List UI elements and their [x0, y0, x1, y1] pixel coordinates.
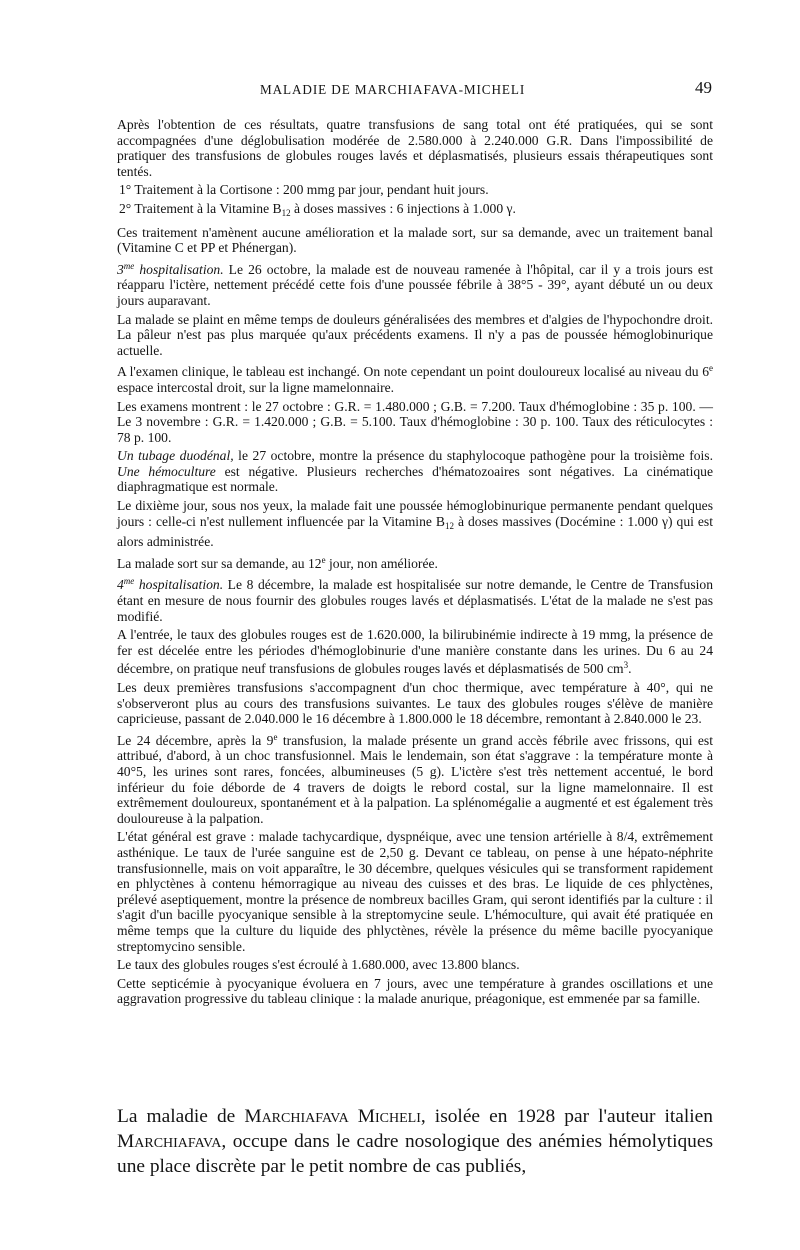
paragraph: Les examens montrent : le 27 octobre : G.R. = 1.480.000 ; G.B. = 7.200. Taux d'hémoglobine : 35 p. 100. — Le 3 novembre : G.R. = 1.420.000 ; G.B. = 5.100. Taux d'hémoglobine : 30 p. 100. Taux des réticulocytes : 78 p. 100.: [117, 398, 713, 445]
paragraph: Cette septicémie à pyocyanique évoluera en 7 jours, avec une température à grandes oscillations et une aggravation progressive du tableau clinique : la malade anurique, préagonique, est emmenée par sa famille.: [117, 975, 713, 1007]
page-number: 49: [695, 78, 712, 97]
author-name: Marchiafava: [117, 1131, 222, 1152]
paragraph: Le 24 décembre, après la 9e transfusion, la malade présente un grand accès fébrile avec frissons, qui est attribué, d'abord, à un choc transfusionnel. Mais le lendemain, son état s'aggrave : la température monte à 40°5, les urines sont rares, foncées, albumineuses (5 g). L'ictère s'est très nettement accentué, le bord inférieur du foie déborde de 4 travers de doigts le rebord costal, sur la ligne mamelonnaire. Il est extrêmement douloureux, spontanément et à la palpation. La splénomégalie a augmenté et est également très douloureuse à la palpation.: [117, 731, 713, 826]
running-title: MALADIE DE MARCHIAFAVA-MICHELI: [260, 82, 526, 97]
paragraph: La malade se plaint en même temps de douleurs généralisées des membres et d'algies de l'hypochondre droit. La pâleur n'est pas plus marquée qu'aux précédents examens. Il n'y a pas de poussée hémoglobinurique actuelle.: [117, 311, 713, 358]
paragraph: Ces traitement n'amènent aucune amélioration et la malade sort, sur sa demande, avec un traitement banal (Vitamine C et PP et Phénergan).: [117, 224, 713, 256]
paragraph: Un tubage duodénal, le 27 octobre, montre la présence du staphylocoque pathogène pour la troisième fois. Une hémoculture est négative. Plusieurs recherches d'hématozoaires sont négatives. La cinématique diaphragmatique est normale.: [117, 448, 713, 495]
section-label: $3^{me}$ hospitalisation.: [117, 260, 224, 277]
treatment-item: 2° Traitement à la Vitamine $B_{12}$ à doses massives : 6 injections à 1.000 γ.: [119, 200, 516, 218]
page-header: [118, 80, 712, 102]
paragraph: $3^{me}$ hospitalisation. Le 26 octobre, la malade est de nouveau ramenée à l'hôpital, car il y a trois jours est réapparu l'ictère, nettement précédé cette fois d'une poussée fébrile à 38°5 - 39°, ayant débuté un ou deux jours auparavant.: [117, 260, 713, 308]
closing-paragraph: La maladie de Marchiafava Micheli, isolée en 1928 par l'auteur italien Marchiafava, occupe dans le cadre nosologique des anémies hémolytiques une place discrète par le petit nombre de cas publiés,: [117, 1106, 713, 1177]
paragraph: Les deux premières transfusions s'accompagnent d'un choc thermique, avec température à 40°, qui ne s'observeront plus au cours des transfusions suivantes. Le taux des globules rouges s'élève de manière capricieuse, passant de 2.040.000 le 16 décembre à 1.800.000 le 18 décembre, remontant à 2.840.000 le 23.: [117, 680, 713, 727]
paragraph: $4^{me}$ hospitalisation. Le 8 décembre, la malade est hospitalisée sur notre demande, le Centre de Transfusion étant en mesure de nous fournir des globules rouges lavés et déplasmatisés. L'état de la malade ne s'est pas modifié.: [117, 576, 713, 624]
paragraph: Le dixième jour, sous nos yeux, la malade fait une poussée hémoglobinurique permanente pendant quelques jours : celle-ci n'est nullement influencée par la Vitamine $B_{12}$ à doses massives (Docémine : 1.000 γ) qui est alors administrée.: [117, 498, 713, 550]
body-text: [117, 117, 713, 1010]
paragraph: A l'entrée, le taux des globules rouges est de 1.620.000, la bilirubinémie indirecte à 19 mmg, la présence de fer est décelée entre les périodes d'hémoglobinurie d'une manière constante dans les urines. Du 6 au 24 décembre, on pratique neuf transfusions de globules rouges lavés et déplasmatisés de 500 $cm^3$.: [117, 627, 713, 677]
paragraph: A l'examen clinique, le tableau est inchangé. On note cependant un point douloureux localisé au niveau du 6e espace intercostal droit, sur la ligne mamelonnaire.: [117, 363, 713, 395]
section-label: $4^{me}$ hospitalisation.: [117, 576, 224, 593]
paragraph: Après l'obtention de ces résultats, quatre transfusions de sang total ont été pratiquées, qui se sont accompagnées d'une déglobulisation modérée de 2.580.000 à 2.240.000 G.R. Dans l'impossibilité de pratiquer des transfusions de globules rouges lavés et déplasmatisés, plusieurs essais thérapeutiques sont tentés.: [117, 117, 713, 179]
paragraph: L'état général est grave : malade tachycardique, dyspnéique, avec une tension artérielle à 8/4, extrêmement asthénique. Le taux de l'urée sanguine est de 2,50 g. Devant ce tableau, on pense à une hépato-néphrite transfusionnelle, mais on voit apparaître, le 30 décembre, quelques vésicules qui se transforment rapidement en phlyctènes à contenu hémorragique au niveau des cuisses et des bras. Le liquide de ces phlyctènes, prélevé aseptiquement, montre la présence de nombreux bacilles Gram, qui seront identifiés par la culture : il s'agit d'un bacille pyocyanique sensible à la streptomycine seule. L'hémoculture, qui avait été pratiquée en même temps que la culture du liquide des phlyctènes, révèle la présence du même bacille pyocyanique streptomycino sensible.: [117, 829, 713, 954]
treatment-item: 1° Traitement à la Cortisone : 200 mmg par jour, pendant huit jours.: [119, 182, 489, 198]
paragraph: La malade sort sur sa demande, au 12e jour, non améliorée.: [117, 554, 438, 571]
paragraph: Le taux des globules rouges s'est écroulé à 1.680.000, avec 13.800 blancs.: [117, 957, 520, 973]
author-name: Marchiafava Micheli: [244, 1106, 421, 1127]
